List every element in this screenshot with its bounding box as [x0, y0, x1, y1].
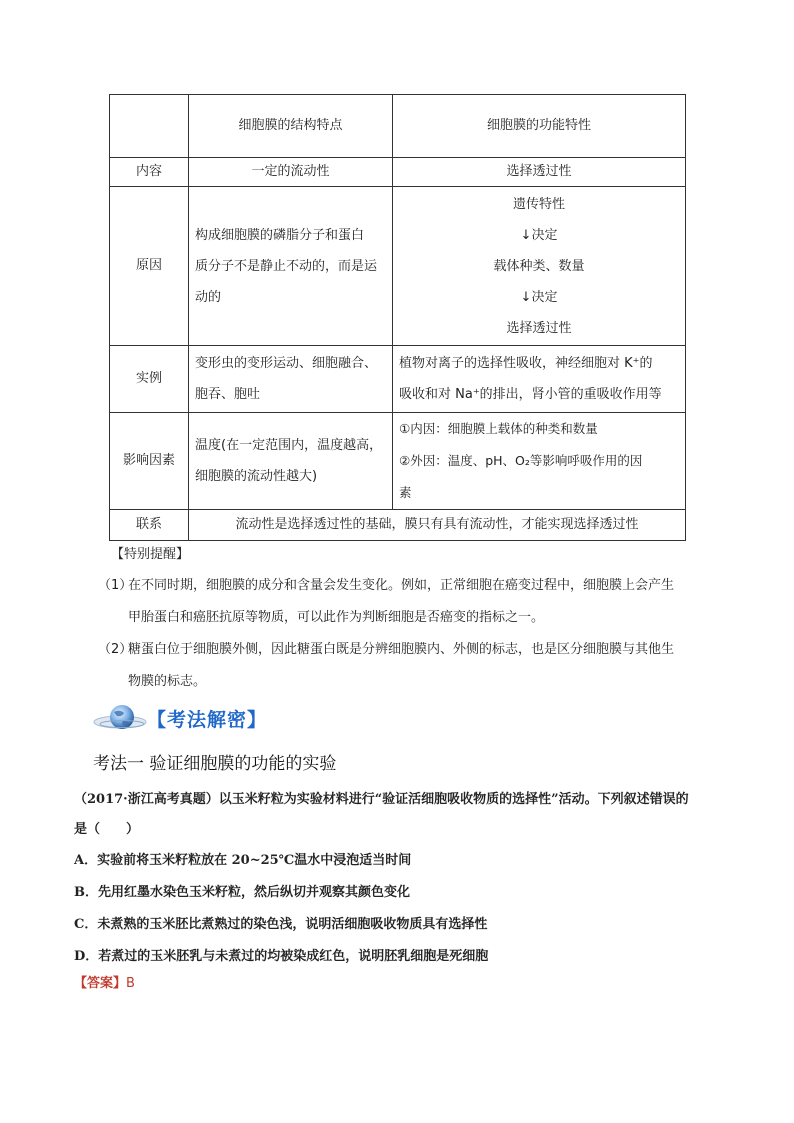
header-function-cell: 细胞膜的功能特性	[393, 95, 686, 158]
tip-line: 物膜的标志。	[128, 674, 207, 689]
answer-value: B	[126, 976, 135, 991]
comparison-table	[109, 94, 686, 541]
factors-structure-line: 温度(在一定范围内，温度越高，	[195, 438, 383, 453]
row-label-factors: 影响因素	[110, 413, 189, 510]
tip-number: （1）	[98, 578, 133, 593]
question-stem-line: 是（ ）	[74, 822, 140, 837]
section-banner	[92, 698, 312, 738]
tip-item	[98, 634, 708, 698]
header-empty-cell	[110, 95, 189, 158]
table-row-link	[110, 510, 686, 541]
example-function-cell	[393, 346, 686, 413]
cause-structure-line: 质分子不是静止不动的，而是运	[195, 258, 378, 274]
table-row-example	[110, 346, 686, 413]
question-stem-line: （2017·浙江高考真题）以玉米籽粒为实验材料进行“验证活细胞吸收物质的选择性”活动。下列叙述错误的	[74, 792, 689, 807]
factors-function-line: ②外因：温度、pH、O₂等影响呼吸作用的因	[399, 453, 643, 468]
factors-function-line: ①内因：细胞膜上载体的种类和数量	[399, 421, 598, 436]
example-structure-cell	[189, 346, 393, 413]
tip-number: （2）	[98, 642, 133, 657]
banner-title: 【考法解密】	[147, 709, 268, 731]
option-a: A．实验前将玉米籽粒放在 20~25℃温水中浸泡适当时间	[74, 853, 412, 868]
cause-function-line: 载体种类、数量	[493, 258, 585, 274]
factors-function-line: 素	[399, 485, 412, 500]
option-b: B．先用红墨水染色玉米籽粒，然后纵切并观察其颜色变化	[74, 885, 410, 900]
table-row-cause	[110, 187, 686, 346]
answer-tag: 【答案】	[74, 976, 127, 991]
cause-function-line: ↓决定	[520, 289, 558, 305]
factors-structure-cell	[189, 413, 393, 510]
tip-line: 甲胎蛋白和癌胚抗原等物质，可以此作为判断细胞是否癌变的指标之一。	[128, 610, 545, 625]
cause-function-cell	[393, 187, 686, 346]
cause-function-line: 遗传特性	[512, 196, 565, 212]
table-row-factors	[110, 413, 686, 510]
content-structure-cell: 一定的流动性	[189, 158, 393, 187]
table-row-content	[110, 158, 686, 187]
cause-structure-line: 构成细胞膜的磷脂分子和蛋白	[195, 227, 365, 243]
cause-function-line: 选择透过性	[506, 320, 572, 336]
example-structure-line: 变形虫的变形运动、细胞融合、	[195, 356, 378, 371]
link-text-cell: 流动性是选择透过性的基础，膜只有具有流动性，才能实现选择透过性	[189, 510, 686, 541]
example-function-line: 吸收和对 Na⁺的排出，肾小管的重吸收作用等	[399, 387, 662, 402]
option-c: C．未煮熟的玉米胚比煮熟过的染色浅，说明活细胞吸收物质具有选择性	[74, 917, 488, 932]
method-title: 考法一 验证细胞膜的功能的实验	[93, 754, 337, 774]
tip-line: 糖蛋白位于细胞膜外侧，因此糖蛋白既是分辨细胞膜内、外侧的标志，也是区分细胞膜与其他生	[128, 642, 675, 657]
option-d: D．若煮过的玉米胚乳与未煮过的均被染成红色，说明胚乳细胞是死细胞	[74, 949, 489, 964]
example-structure-line: 胞吞、胞吐	[195, 387, 261, 402]
row-label-content: 内容	[110, 158, 189, 187]
answer-line	[74, 972, 135, 991]
tip-item	[98, 570, 708, 634]
cause-structure-line: 动的	[195, 289, 222, 305]
cause-function-line: ↓决定	[520, 227, 558, 243]
row-label-example: 实例	[110, 346, 189, 413]
row-label-cause: 原因	[110, 187, 189, 346]
table-header-row	[110, 95, 686, 158]
example-function-line: 植物对离子的选择性吸收，神经细胞对 K⁺的	[399, 356, 653, 371]
factors-structure-line: 细胞膜的流动性越大)	[195, 469, 318, 484]
factors-function-cell	[393, 413, 686, 510]
header-structure-cell: 细胞膜的结构特点	[189, 95, 393, 158]
row-label-link: 联系	[110, 510, 189, 541]
tip-line: 在不同时期，细胞膜的成分和含量会发生变化。例如，正常细胞在癌变过程中，细胞膜上会产生	[128, 578, 675, 593]
content-function-cell: 选择透过性	[393, 158, 686, 187]
cause-structure-cell	[189, 187, 393, 346]
tip-title: 【特别提醒】	[111, 547, 190, 562]
